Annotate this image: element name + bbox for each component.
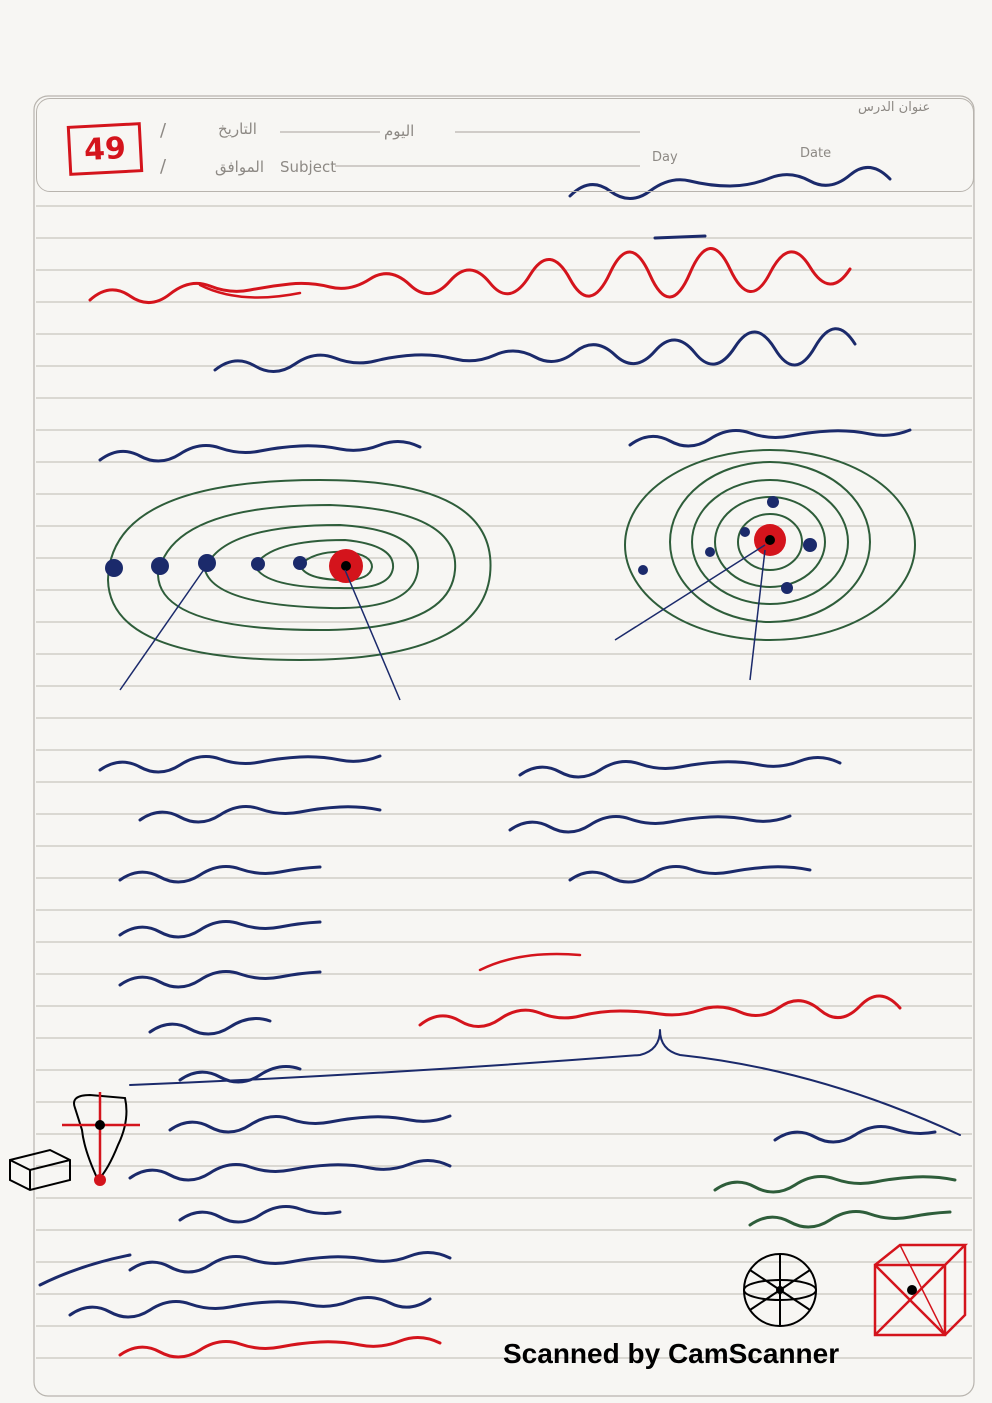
day-label: اليوم xyxy=(384,122,415,140)
date-label: التاريخ xyxy=(218,120,257,138)
corresponding-label: الموافق xyxy=(215,158,265,176)
planet-marks-right xyxy=(638,496,817,594)
lesson-title-label: عنوان الدرس xyxy=(858,100,931,115)
header-box xyxy=(36,98,974,192)
date-separator-1: / xyxy=(160,120,167,141)
page-number: 49 xyxy=(67,122,144,176)
handwriting-scribbles xyxy=(40,167,960,1357)
box-sketch xyxy=(10,1150,70,1190)
day-label-en: Day xyxy=(652,150,678,165)
ruled-lines xyxy=(36,206,972,1358)
scanner-watermark: Scanned by CamScanner xyxy=(503,1338,840,1369)
date-label-en: Date xyxy=(800,146,832,161)
subject-label: Subject xyxy=(280,158,337,176)
cube-sketch xyxy=(875,1245,965,1335)
date-separator-2: / xyxy=(160,156,167,177)
